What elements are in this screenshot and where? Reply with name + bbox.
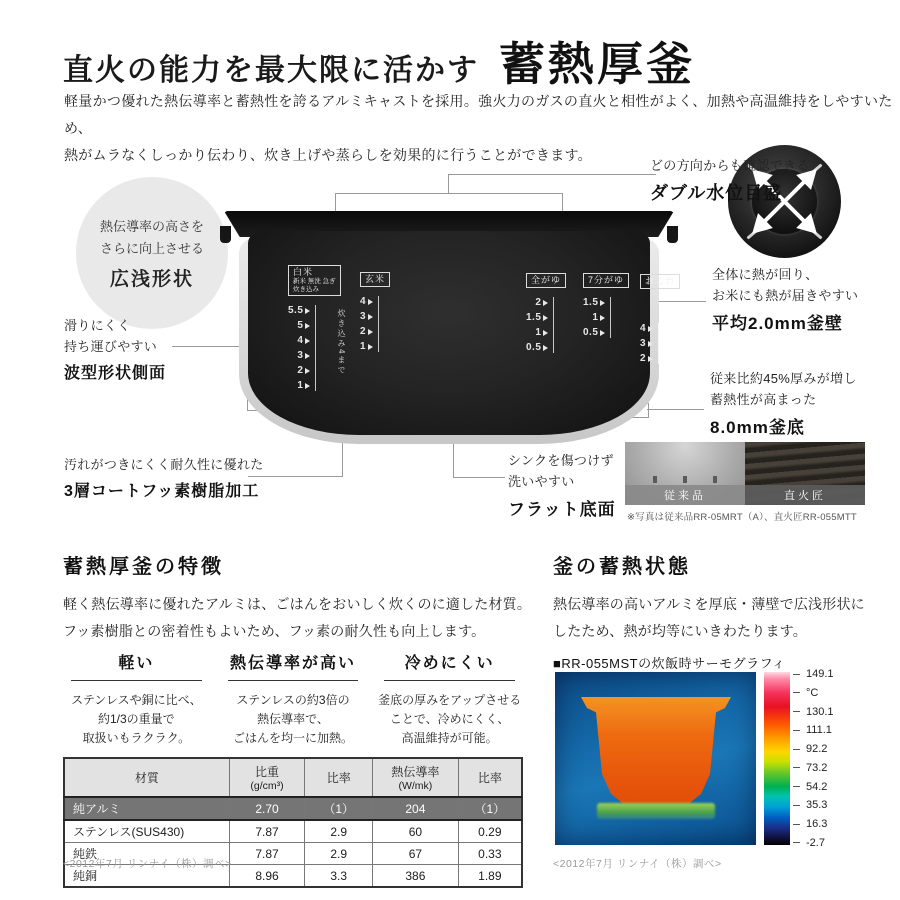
feature-conductivity: 熱伝導率が高い ステンレスの約3倍の 熱伝導率で、 ごはんを均一に加熱。	[220, 650, 367, 748]
scale-hakumai-values: 5.5 5 4 3 2 1	[288, 305, 316, 391]
comparison-labels	[625, 485, 865, 505]
bubble-line-2: さらに向上させる	[99, 240, 204, 256]
thermal-source: <2012年7月 リンナイ（株）調べ>	[553, 858, 722, 870]
intro-line-2: 熱がムラなくしっかり伝わり、炊き上げや蒸らしを効果的に行うことができます。	[64, 147, 592, 163]
scale-genmai: 玄米 4 3 2 1	[360, 269, 390, 352]
thermal-desc: 熱伝導率の高いアルミを厚底・薄壁で広浅形状に したため、熱が均等にいきわたります。	[553, 596, 865, 639]
title-main: 蓄熱厚釜	[499, 38, 695, 90]
thermo-color-scale	[764, 672, 790, 845]
pot-rim-ear-left	[220, 226, 231, 243]
intro-line-1: 軽量かつ優れた熱伝導率と蓄熱性を誇るアルミキャストを採用。強火力のガスの直火と相性がよく、加熱や高温維持をしやすいため、	[64, 93, 893, 136]
scale-hakumai-note: 炊き込み4まで	[337, 309, 346, 376]
pot-cutaway-image	[238, 211, 676, 444]
bottom-comparison-image	[625, 442, 865, 505]
scale-hakumai	[288, 265, 346, 391]
comparison-caption: ※写真は従来品RR-05MRT（A）、直火匠RR-055MTT	[627, 512, 857, 523]
table-row: 純銅 8.96 3.3 386 1.89	[64, 865, 522, 888]
wide-shallow-shape-bubble	[76, 177, 228, 329]
feature-columns	[63, 650, 523, 748]
thermo-base-glow	[597, 803, 715, 819]
callout-wavy-side: 滑りにくく 持ち運びやすい 波型形状側面	[64, 318, 167, 382]
scale-okowa: おこわ 4 3 2	[640, 271, 680, 364]
pot-rim-ear-right	[667, 226, 678, 243]
table-row: 純鉄 7.87 2.9 67 0.33	[64, 843, 522, 865]
bubble-title: 広浅形状	[109, 268, 194, 290]
features-desc: 軽く熱伝導率に優れたアルミは、ごはんをおいしく炊くのに適した材質。 フッ素樹脂との密着性もよいため、フッ素の耐久性も向上します。	[63, 596, 532, 639]
table-header-row: 材質 比重 (g/cm³) 比率 熱伝導率 (W/mk) 比率	[64, 758, 522, 797]
table-row: ステンレス(SUS430) 7.87 2.9 60 0.29	[64, 820, 522, 843]
thermography-image	[555, 672, 756, 845]
thermo-pot-shape	[581, 697, 731, 807]
scale-nanabugayu: 7分がゆ 1.5 1 0.5	[583, 270, 629, 338]
feature-light: 軽い ステンレスや銅に比べ、 約1/3の重量で 取扱いもラクラク。	[63, 650, 210, 748]
features-source: <2012年7月 リンナイ（株）調べ>	[63, 858, 232, 870]
title-prefix: 直火の能力を最大限に活かす	[63, 54, 479, 87]
callout-flat-bottom: シンクを傷つけず 洗いやすい フラット底面	[508, 453, 616, 519]
thermo-scale-labels: 149.1 °C 130.1 111.1 92.2 73.2 54.2 35.3 16.3 -2.7	[793, 668, 834, 849]
bubble-line-1: 熱伝導率の高さを	[99, 218, 204, 234]
thermo-figure-label: ■RR-055MSTの炊飯時サーモグラフィ	[553, 656, 786, 671]
scale-zengayu: 全がゆ 2 1.5 1 0.5	[526, 270, 566, 353]
callout-wall: 全体に熱が回り、 お米にも熱が届きやすい 平均2.0mm釜壁	[712, 267, 859, 333]
callout-coating: 汚れがつきにくく耐久性に優れた 3層コートフッ素樹脂加工	[64, 457, 264, 500]
feature-retention: 冷めにくい 釜底の厚みをアップさせる ことで、冷めにくく、 高温維持が可能。	[376, 650, 523, 748]
scale-hakumai-label: 白米 新米 無洗 急ぎ 炊き込み	[288, 265, 341, 296]
callout-bottom-thick: 従来比約45%厚みが増し 蓄熱性が高まった 8.0mm釜底	[710, 371, 857, 437]
thermal-title: 釜の蓄熱状態	[553, 556, 691, 578]
comparison-left-label: 従来品	[625, 485, 745, 505]
comparison-right-label: 直火匠	[745, 485, 865, 505]
features-title: 蓄熱厚釜の特徴	[63, 556, 224, 578]
page-title	[63, 28, 695, 94]
table-row: 純アルミ 2.70 （1） 204 （1）	[64, 797, 522, 820]
callout-double-scale: どの方向からも確認できる ダブル水位目盛	[650, 158, 810, 203]
